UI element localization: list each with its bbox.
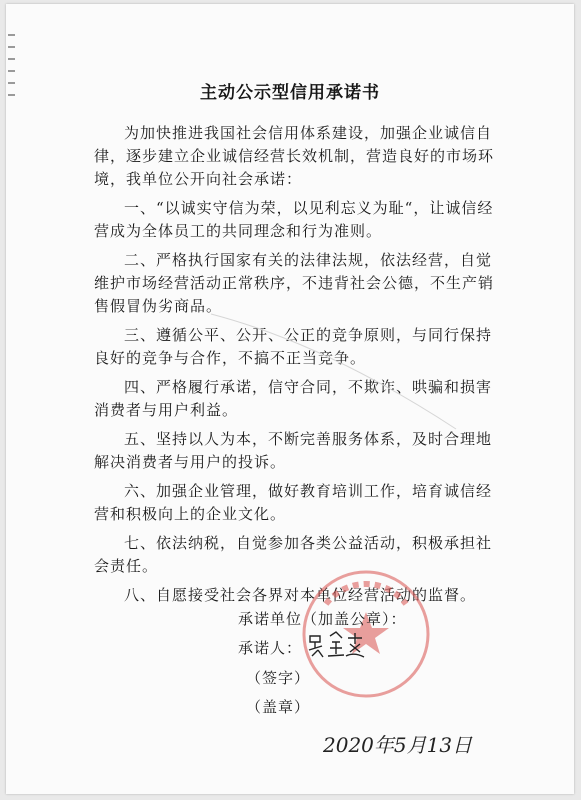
- pledge-item-6: 六、加强企业管理，做好教育培训工作，培育诚信经营和积极向上的企业文化。: [94, 482, 493, 523]
- intro-paragraph: 为加快推进我国社会信用体系建设，加强企业诚信自律，逐步建立企业诚信经营长效机制，营造良好的市场环境，我单位公开向社会承诺：: [94, 124, 495, 188]
- pledge-item-7: 七、依法纳税，自觉参加各类公益活动，积极承担社会责任。: [94, 534, 493, 575]
- pledge-item-5: 五、坚持以人为本，不断完善服务体系，及时合理地解决消费者与用户的投诉。: [94, 430, 493, 471]
- pledge-item-2: 二、严格执行国家有关的法律法规，依法经营，自觉维护市场经营活动正常秩序，不违背社会公德，不生产销售假冒伪劣商品。: [94, 251, 495, 315]
- paper-crease: [206, 304, 466, 434]
- pledge-item-3: 三、遵循公平、公开、公正的竞争原则，与同行保持良好的竞争与合作，不搞不正当竞争。: [94, 326, 493, 367]
- signature-unit-label: 承诺单位（加盖公章）：: [238, 610, 407, 628]
- document-page: [6, 4, 574, 794]
- signature-person-label: 承诺人：: [238, 639, 303, 657]
- date-text: 2020年5月13日: [323, 733, 473, 757]
- handwritten-date: [321, 726, 496, 764]
- handwritten-signature: [306, 630, 366, 660]
- pledge-item-4: 四、严格履行承诺，信守合同，不欺诈、哄骗和损害消费者与用户利益。: [94, 378, 493, 419]
- seal-note: （盖章）: [246, 698, 311, 716]
- sign-note: （签字）: [246, 669, 311, 687]
- pledge-item-8: 八、自愿接受社会各界对本单位经营活动的监督。: [124, 586, 477, 604]
- pledge-item-1: 一、“以诚实守信为荣，以见利忘义为耻“，让诚信经营成为全体员工的共同理念和行为准则。: [94, 199, 494, 240]
- document-title: 主动公示型信用承诺书: [200, 83, 380, 103]
